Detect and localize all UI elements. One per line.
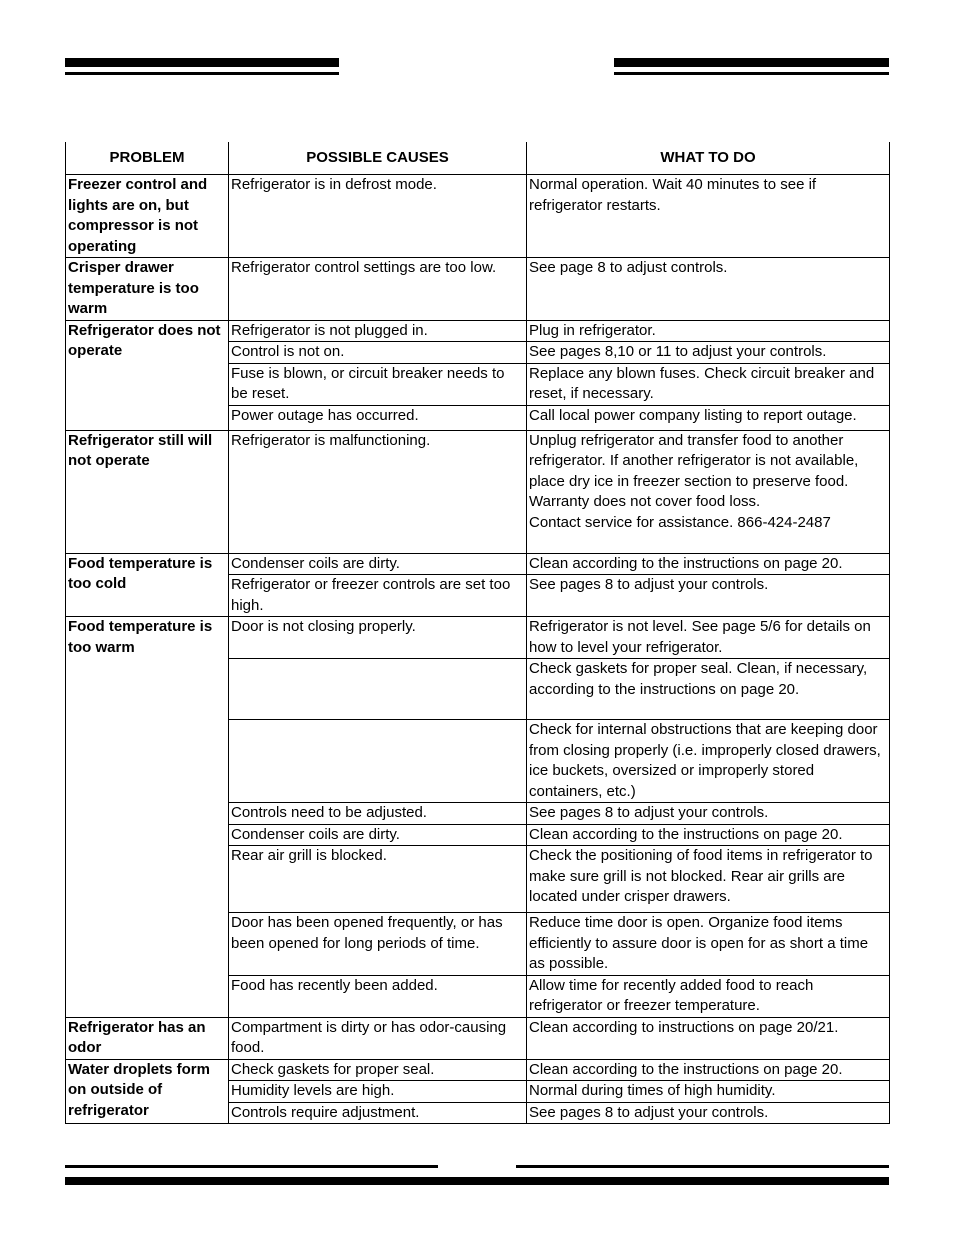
cause-cell: Condenser coils are dirty.	[229, 824, 527, 846]
cause-cell: Power outage has occurred.	[229, 405, 527, 430]
todo-cell: Check for internal obstructions that are keeping door from closing properly (i.e. improperly closed drawers, ice buckets, oversized or improperly stored containers, etc.)	[527, 720, 890, 803]
cause-cell: Food has recently been added.	[229, 975, 527, 1017]
table-row	[66, 320, 890, 342]
cause-cell: Refrigerator is not plugged in.	[229, 320, 527, 342]
problem-cell: Freezer control and lights are on, but compressor is not operating	[66, 175, 229, 258]
problem-cell: Water droplets form on outside of refrigerator	[66, 1059, 229, 1124]
cause-cell: Fuse is blown, or circuit breaker needs to be reset.	[229, 363, 527, 405]
header-rule-left-thin	[65, 72, 339, 75]
problem-cell: Refrigerator does not operate	[66, 320, 229, 430]
cause-cell: Controls need to be adjusted.	[229, 803, 527, 825]
header-rule-right	[614, 58, 889, 67]
cause-cell: Door is not closing properly.	[229, 617, 527, 659]
todo-cell: Clean according to the instructions on page 20.	[527, 1059, 890, 1081]
header-rule-left	[65, 58, 339, 67]
todo-cell: See page 8 to adjust controls.	[527, 258, 890, 321]
cause-cell: Refrigerator or freezer controls are set too high.	[229, 575, 527, 617]
cause-cell: Controls require adjustment.	[229, 1102, 527, 1124]
table-row	[66, 553, 890, 575]
todo-cell: Clean according to the instructions on page 20.	[527, 553, 890, 575]
header-rule-right-thin	[614, 72, 889, 75]
cause-cell	[229, 720, 527, 803]
cause-cell: Refrigerator control settings are too low.	[229, 258, 527, 321]
todo-text: Unplug refrigerator and transfer food to another refrigerator. If another refrigerator is not available, place dry ice in freezer section to preserve food. Warranty does not cover food loss.	[529, 431, 859, 510]
cause-cell	[229, 659, 527, 720]
cause-cell: Rear air grill is blocked.	[229, 846, 527, 913]
problem-cell: Refrigerator still will not operate	[66, 430, 229, 553]
table-row	[66, 175, 890, 258]
problem-cell: Food temperature is too cold	[66, 553, 229, 617]
todo-cell: Replace any blown fuses. Check circuit breaker and reset, if necessary.	[527, 363, 890, 405]
cause-cell: Humidity levels are high.	[229, 1081, 527, 1103]
todo-cell: Check the positioning of food items in refrigerator to make sure grill is not blocked. Rear air grills are located under crisper drawers.	[527, 846, 890, 913]
cause-cell: Refrigerator is in defrost mode.	[229, 175, 527, 258]
header-causes: POSSIBLE CAUSES	[229, 142, 527, 175]
todo-cell: Refrigerator is not level. See page 5/6 for details on how to level your refrigerator.	[527, 617, 890, 659]
cause-cell: Door has been opened frequently, or has been opened for long periods of time.	[229, 913, 527, 976]
cause-cell: Control is not on.	[229, 342, 527, 364]
problem-cell: Food temperature is too warm	[66, 617, 229, 1018]
footer-rule-full	[65, 1177, 889, 1185]
table-row	[66, 1017, 890, 1059]
todo-cell: Allow time for recently added food to reach refrigerator or freezer temperature.	[527, 975, 890, 1017]
table-row	[66, 617, 890, 659]
cause-cell: Refrigerator is malfunctioning.	[229, 430, 527, 553]
table-row	[66, 258, 890, 321]
todo-cell: Plug in refrigerator.	[527, 320, 890, 342]
footer-rule-left-thin	[65, 1165, 438, 1168]
todo-cell	[527, 430, 890, 553]
table-header-row	[66, 142, 890, 175]
todo-cell: Reduce time door is open. Organize food items efficiently to assure door is open for as short a time as possible.	[527, 913, 890, 976]
todo-cell: See pages 8 to adjust your controls.	[527, 803, 890, 825]
problem-cell: Crisper drawer temperature is too warm	[66, 258, 229, 321]
table-row	[66, 430, 890, 553]
table-row	[66, 1059, 890, 1081]
todo-cell: See pages 8 to adjust your controls.	[527, 575, 890, 617]
header-problem: PROBLEM	[66, 142, 229, 175]
todo-cell: See pages 8,10 or 11 to adjust your controls.	[527, 342, 890, 364]
todo-cell: Check gaskets for proper seal. Clean, if necessary, according to the instructions on page 20.	[527, 659, 890, 720]
troubleshooting-table	[65, 142, 890, 1124]
todo-cell: Clean according to instructions on page 20/21.	[527, 1017, 890, 1059]
cause-cell: Check gaskets for proper seal.	[229, 1059, 527, 1081]
cause-cell: Condenser coils are dirty.	[229, 553, 527, 575]
todo-cell: Normal during times of high humidity.	[527, 1081, 890, 1103]
todo-cell: See pages 8 to adjust your controls.	[527, 1102, 890, 1124]
todo-cell: Normal operation. Wait 40 minutes to see if refrigerator restarts.	[527, 175, 890, 258]
todo-cell: Clean according to the instructions on page 20.	[527, 824, 890, 846]
todo-cell: Call local power company listing to report outage.	[527, 405, 890, 430]
problem-cell: Refrigerator has an odor	[66, 1017, 229, 1059]
service-contact: Contact service for assistance. 866-424-2487	[529, 513, 831, 531]
cause-cell: Compartment is dirty or has odor-causing food.	[229, 1017, 527, 1059]
header-what-to-do: WHAT TO DO	[527, 142, 890, 175]
footer-rule-right-thin	[516, 1165, 889, 1168]
